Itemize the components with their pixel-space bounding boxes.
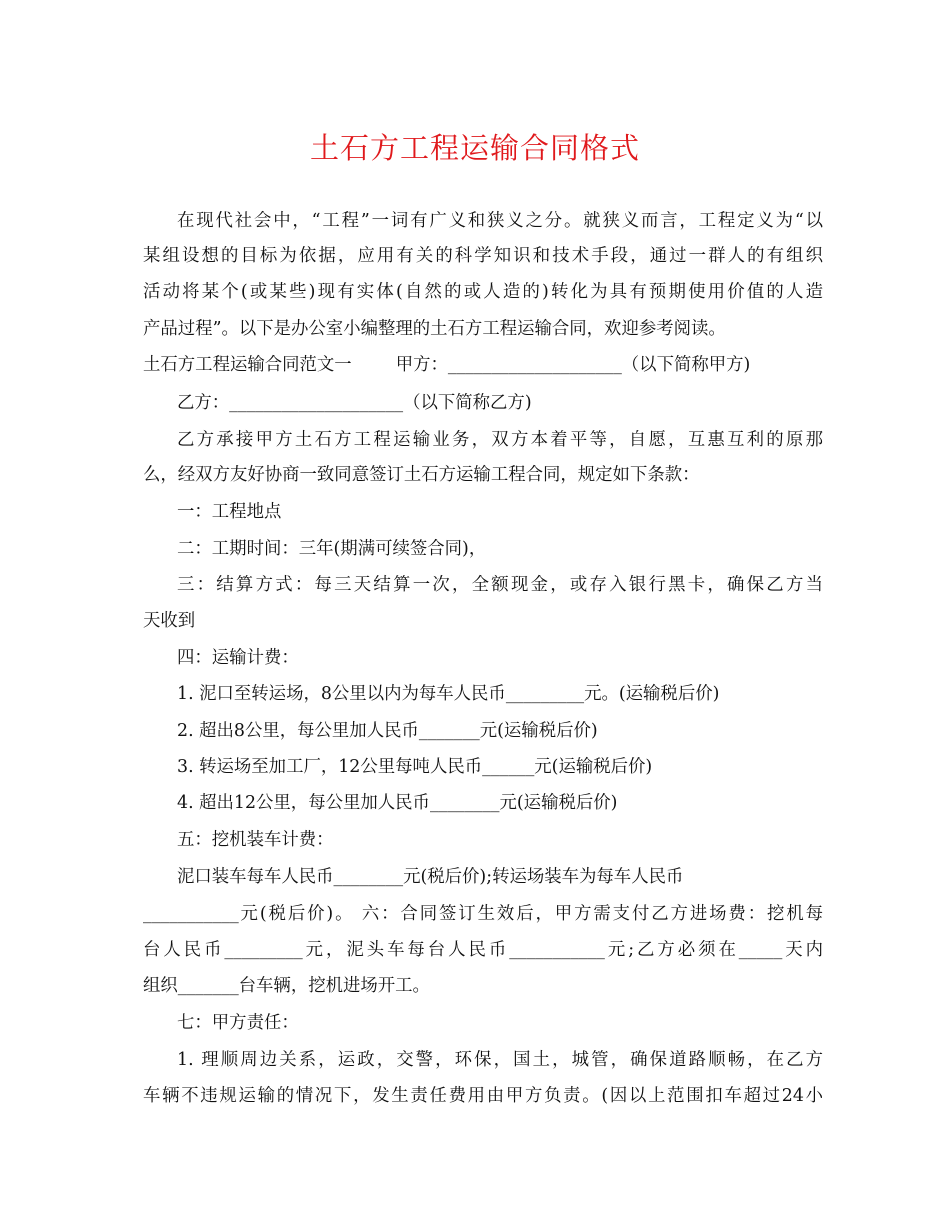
fee-item-3: 3. 转运场至加工厂，12公里每吨人民币______元(运输税后价) [177, 757, 653, 777]
agreement-line-2: 么，经双方友好协商一致同意签订土石方运输工程合同，规定如下条款： [143, 465, 700, 485]
intro-line-3: 活动将某个(或某些)现有实体(自然的或人造的)转化为具有预期使用价值的人造 [143, 282, 823, 302]
intro-line-2: 某组设想的目标为依据，应用有关的科学知识和技术手段，通过一群人的有组织 [143, 246, 823, 266]
intro-line-1: 在现代社会中，“工程”一词有广义和狭义之分。就狭义而言，工程定义为“以 [177, 211, 823, 231]
party-a-duty-line-1: 1. 理顺周边关系，运政，交警，环保，国土，城管，确保道路顺畅，在乙方 [177, 1050, 823, 1070]
party-b-line: 乙方：____________________（以下简称乙方) [177, 393, 532, 413]
fee-item-1: 1. 泥口至转运场，8公里以内为每车人民币_________元。(运输税后价) [177, 684, 720, 704]
intro-line-4: 产品过程”。以下是办公室小编整理的土石方工程运输合同，欢迎参考阅读。 [143, 319, 726, 339]
clause-3-line-2: 天收到 [143, 611, 196, 631]
fee-item-4: 4. 超出12公里，每公里加人民币________元(运输税后价) [177, 793, 618, 813]
document-title: 土石方工程运输合同格式 [309, 131, 640, 165]
clause-2: 二：工期时间：三年(期满可续签合同)， [177, 539, 487, 559]
clause-5-heading: 五：挖机装车计费： [177, 830, 334, 850]
loading-fee-line-2: ___________元(税后价)。 六：合同签订生效后，甲方需支付乙方进场费：挖机每 [143, 904, 823, 924]
fee-item-2: 2. 超出8公里，每公里加人民币_______元(运输税后价) [177, 721, 598, 741]
clause-1: 一：工程地点 [177, 502, 282, 522]
loading-fee-line-1: 泥口装车每车人民币________元(税后价);转运场装车为每车人民币 [177, 867, 684, 887]
clause-3-line-1: 三：结算方式：每三天结算一次，全额现金，或存入银行黑卡，确保乙方当 [177, 575, 823, 595]
party-a-line [143, 352, 823, 378]
party-a-duty-line-2: 车辆不违规运输的情况下，发生责任费用由甲方负责。(因以上范围扣车超过24小 [143, 1086, 823, 1106]
sample-heading: 土石方工程运输合同范文一 [143, 355, 352, 375]
clause-7-heading: 七：甲方责任： [177, 1013, 299, 1033]
loading-fee-line-4: 组织_______台车辆，挖机进场开工。 [143, 976, 430, 996]
loading-fee-line-3: 台人民币_________元，泥头车每台人民币___________元;乙方必须在_____天内 [143, 940, 823, 960]
clause-4-heading: 四：运输计费： [177, 648, 299, 668]
party-a-field: 甲方：____________________（以下简称甲方) [395, 355, 751, 375]
agreement-line-1: 乙方承接甲方土石方工程运输业务，双方本着平等，自愿，互惠互利的原那 [177, 430, 823, 450]
